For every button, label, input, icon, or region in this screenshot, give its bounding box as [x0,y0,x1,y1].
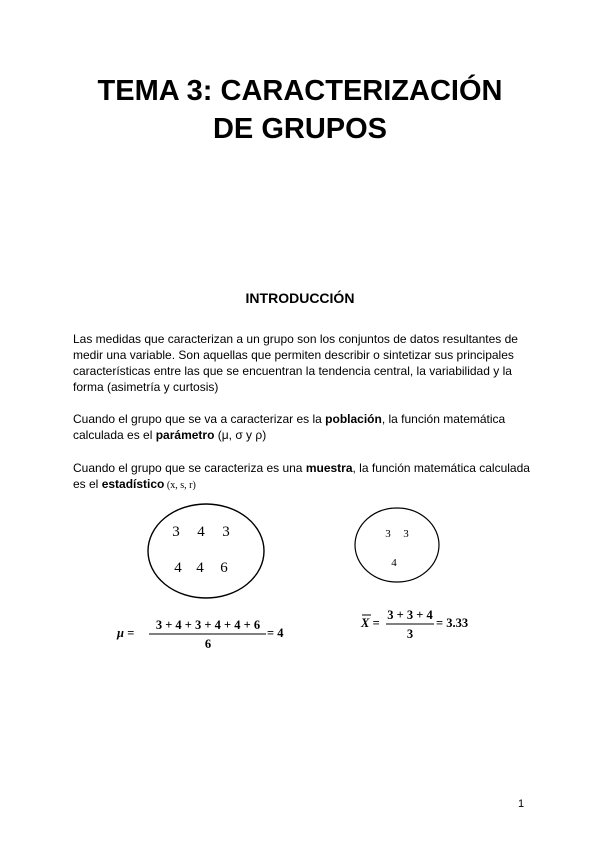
population-term: población [325,412,382,426]
sample-text-middle: , la función matemática calculada es el [73,461,530,491]
section-heading: INTRODUCCIÓN [245,290,355,306]
population-value: 4 [174,560,182,576]
sample-term: muestra [305,461,353,475]
population-numerator: 3 + 4 + 3 + 4 + 4 + 6 [155,618,261,632]
population-value: 6 [220,560,228,576]
population-value: 4 [197,524,205,540]
sample-mean-formula [360,608,468,641]
population-mean-formula [116,618,284,651]
parameter-term: parámetro [155,428,215,442]
sample-result: = 3.33 [436,616,469,630]
sample-text-before: Cuando el grupo que se caracteriza es una [73,461,306,475]
mu-lhs: μ = [117,626,135,640]
population-result: = 4 [267,626,284,640]
intro-paragraph: Las medidas que caracterizan a un grupo son los conjuntos de datos resultantes de medir una variable. Son aquellas que permiten describir o sintetizar sus principales características entre las que se encuentran la tendencia central, la variabilidad y la forma (asimetría y curtosis) [73,332,518,394]
statistic-term: estadístico [101,477,165,491]
population-value: 4 [196,560,204,576]
population-denominator: 6 [204,637,212,651]
sample-ellipse [355,508,439,582]
population-text-before: Cuando el grupo que se va a caracterizar es la [73,412,326,426]
x-bar-lhs: X = [361,616,380,630]
parameter-symbols: (μ, σ y ρ) [214,428,267,442]
population-value: 3 [172,524,180,540]
statistic-symbols: (x, s, r) [164,480,196,491]
sample-value: 3 [403,528,409,540]
sample-value: 4 [391,557,397,569]
population-ellipse [148,504,264,598]
title-line-1: TEMA 3: CARACTERIZACIÓN [97,75,503,107]
sample-value: 3 [385,528,391,540]
population-value: 3 [222,524,230,540]
page-number: 1 [518,798,525,810]
sample-numerator: 3 + 3 + 4 [387,608,433,622]
title-line-2: DE GRUPOS [212,113,388,145]
population-text-middle: , la función matemática calculada es el [73,412,506,442]
sample-denominator: 3 [406,627,414,641]
